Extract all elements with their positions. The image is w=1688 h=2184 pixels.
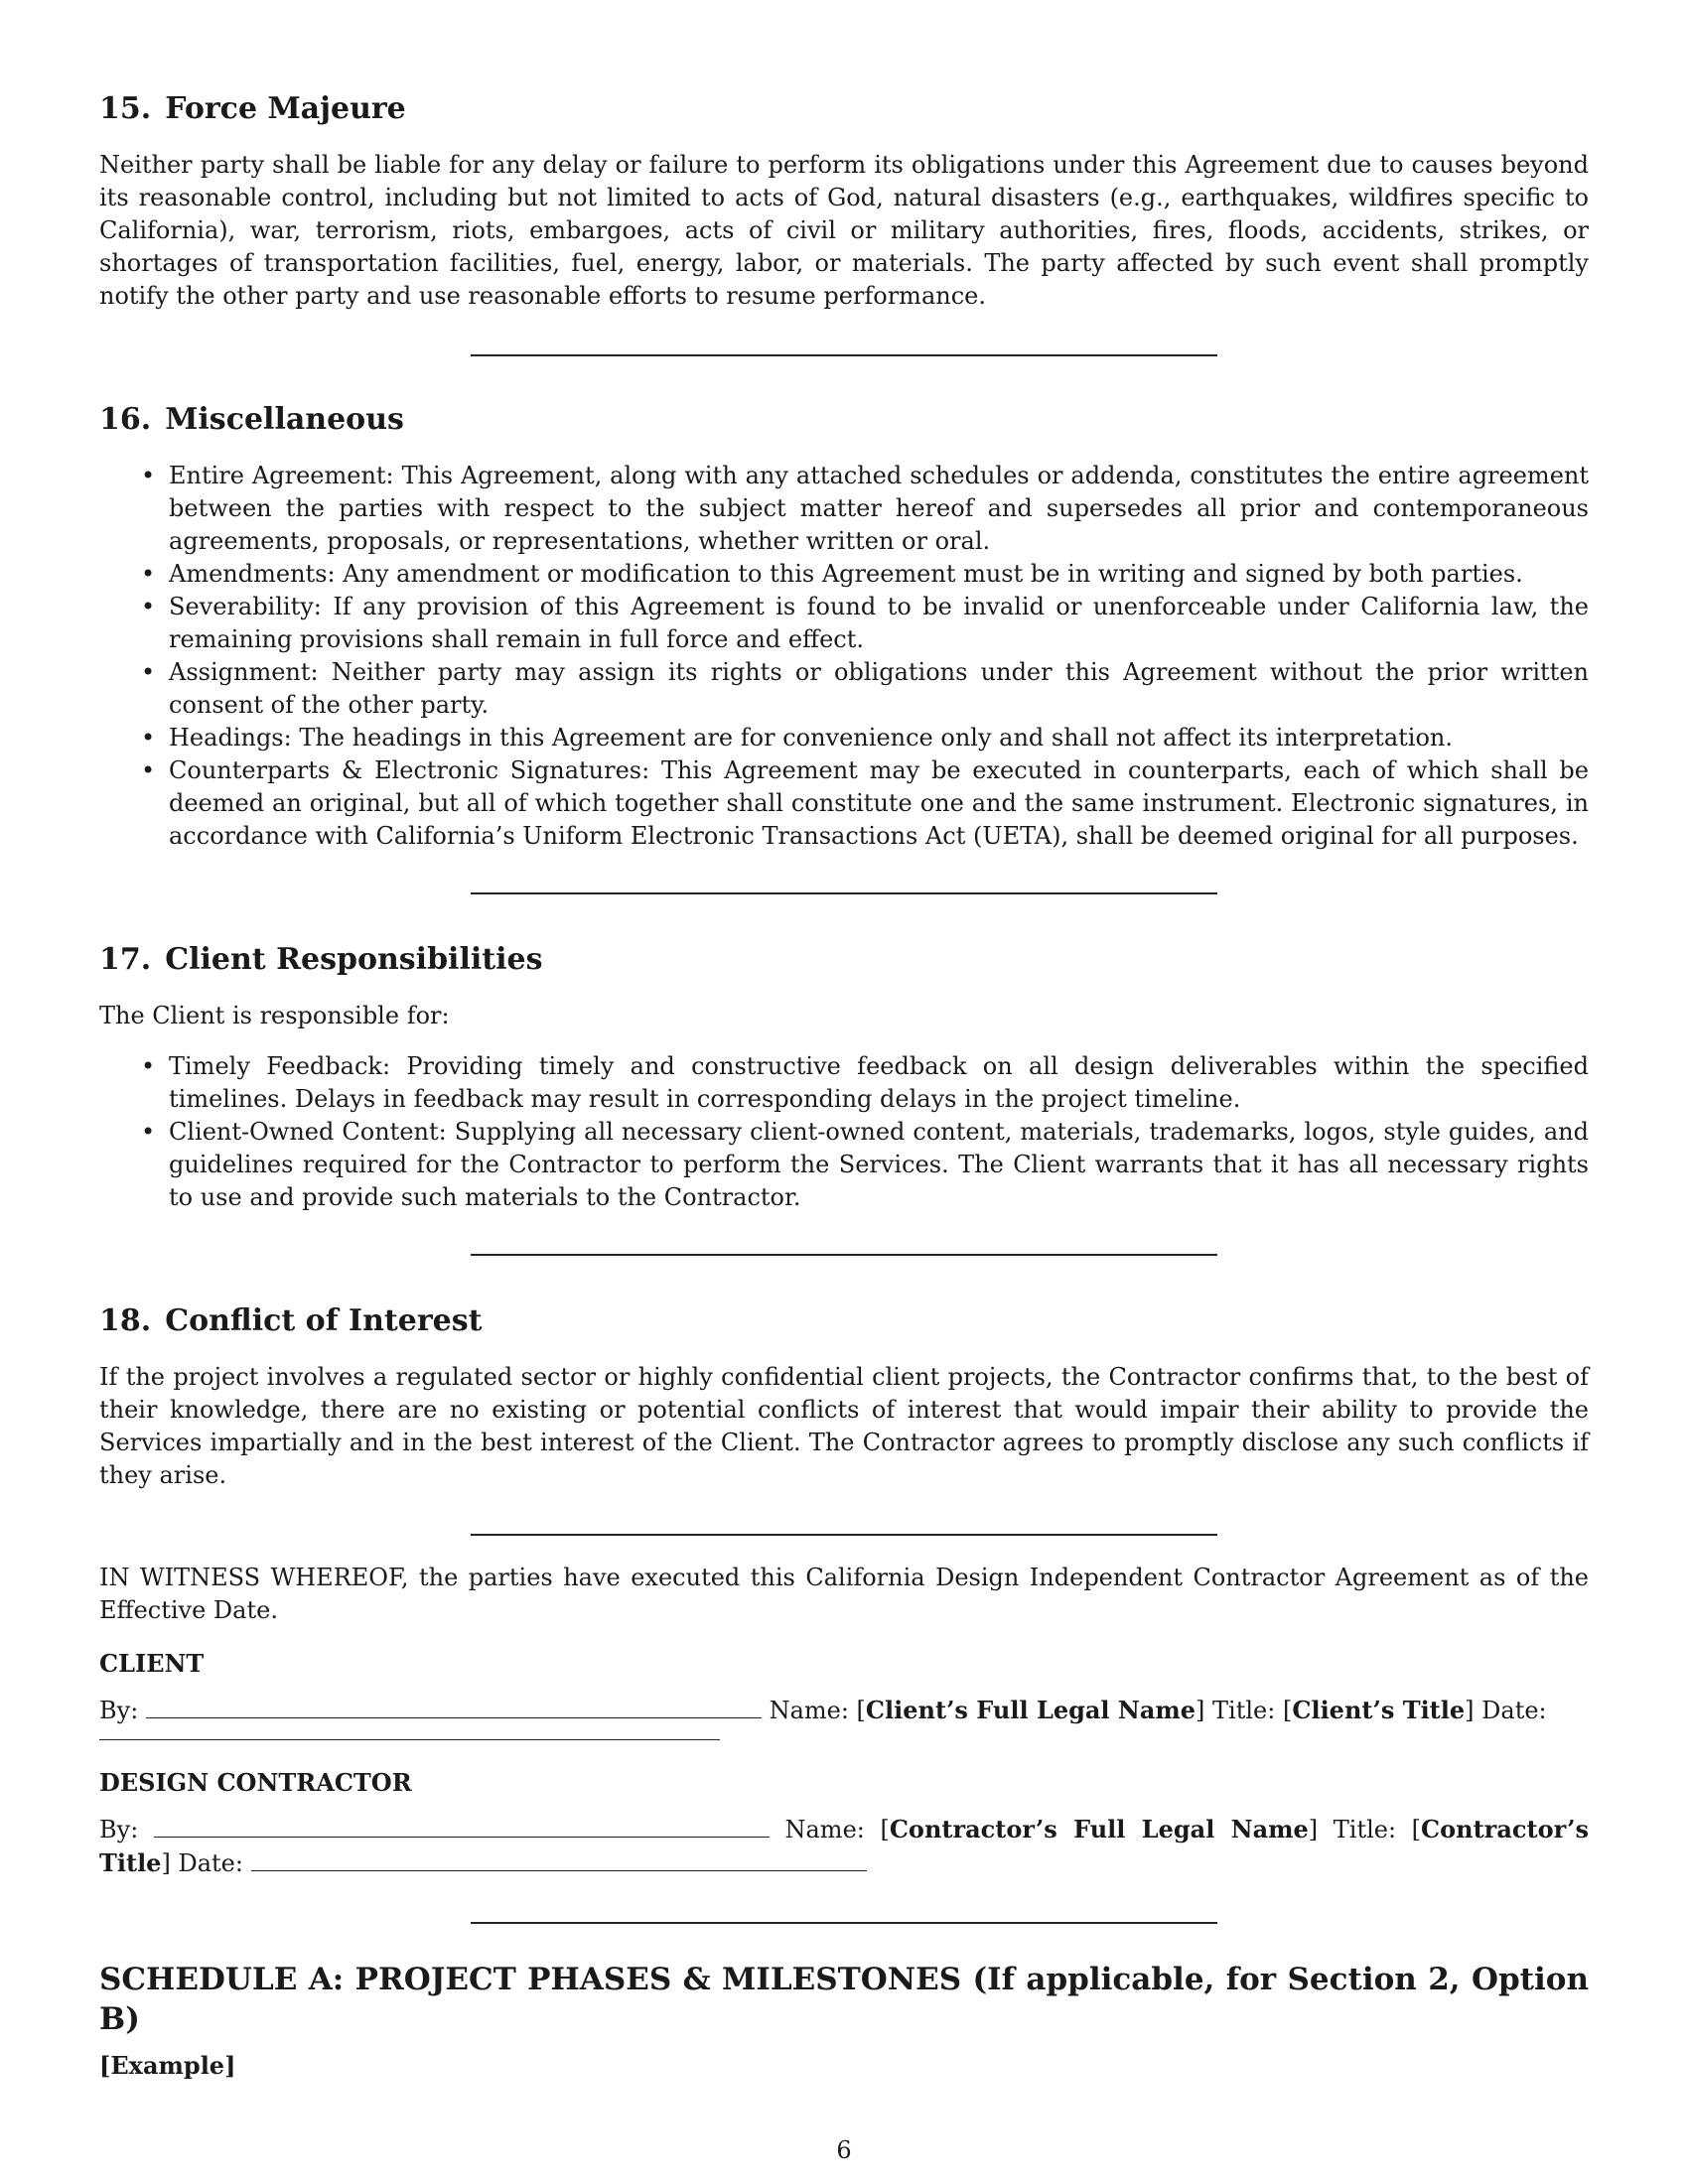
contractor-signature-blank[interactable] xyxy=(154,1815,770,1838)
client-name-placeholder: Client’s Full Legal Name xyxy=(865,1696,1196,1724)
list-item: • Entire Agreement: This Agreement, along with any attached schedules or addenda, constitutes the entire agreement between the parties with respect to the subject matter hereof and supersedes all prior and contemporaneous agreements, proposals, or representations, whether written or oral. xyxy=(169,460,1589,558)
list-item: • Amendments: Any amendment or modification to this Agreement must be in writing and signed by both parties. xyxy=(169,558,1589,591)
misc-list xyxy=(99,460,1589,853)
section-force-majeure xyxy=(99,91,1589,313)
section-client-responsibilities xyxy=(99,942,1589,1214)
section-body: Neither party shall be liable for any delay or failure to perform its obligations under this Agreement due to causes beyond its reasonable control, including but not limited to acts of God, natural disasters (e.g., earthquakes, wildfires specific to California), war, terrorism, riots, embargoes, acts of civil or military authorities, fires, floods, accidents, strikes, or shortages of transportation facilities, fuel, energy, labor, or materials. The party affected by such event shall promptly notify the other party and use reasonable efforts to resume performance. xyxy=(99,151,1589,310)
contractor-date-blank[interactable] xyxy=(251,1848,867,1871)
witness-clause: IN WITNESS WHEREOF, the parties have executed this California Design Independent Contractor Agreement as of the Effective Date. xyxy=(99,1564,1589,1624)
page-number: 6 xyxy=(836,2136,852,2164)
section-divider xyxy=(471,1922,1217,1924)
section-conflict-of-interest xyxy=(99,1303,1589,1492)
responsibilities-list xyxy=(99,1050,1589,1214)
page-content xyxy=(99,91,1589,2080)
contractor-name-placeholder: Contractor’s Full Legal Name xyxy=(889,1815,1309,1843)
section-heading: 16. Miscellaneous xyxy=(99,402,404,437)
list-item: • Timely Feedback: Providing timely and constructive feedback on all design deliverables within the specified timelines. Delays in feedback may result in corresponding delays in the project timeline. xyxy=(169,1050,1589,1116)
list-item: • Assignment: Neither party may assign its rights or obligations under this Agreement without the prior written consent of the other party. xyxy=(169,656,1589,722)
schedule-title: SCHEDULE A: PROJECT PHASES & MILESTONES (If applicable, for Section 2, Option B) xyxy=(99,1962,1589,2037)
section-intro: The Client is responsible for: xyxy=(99,1002,450,1029)
section-divider xyxy=(471,354,1217,356)
list-item: • Counterparts & Electronic Signatures: This Agreement may be executed in counterparts, each of which shall be deemed an original, but all of which together shall constitute one and the same instrument. Electronic signatures, in accordance with California’s Uniform Electronic Transactions Act (UETA), shall be deemed original for all purposes. xyxy=(169,754,1589,853)
list-item: • Severability: If any provision of this Agreement is found to be invalid or unenforceable under California law, the remaining provisions shall remain in full force and effect. xyxy=(169,591,1589,656)
client-date-blank[interactable] xyxy=(99,1739,720,1740)
section-heading: 15. Force Majeure xyxy=(99,91,406,126)
client-signature-blank[interactable] xyxy=(146,1696,762,1718)
section-divider xyxy=(471,1534,1217,1536)
client-signature-line: By: Name: [Client’s Full Legal Name] Title: [Client’s Title] Date: xyxy=(99,1696,1547,1724)
contractor-signature-line: By: Name: [Contractor’s Full Legal Name] Title: [Contractor’s Title] Date: xyxy=(99,1815,1589,1877)
section-divider xyxy=(471,1254,1217,1256)
client-signature-heading: CLIENT xyxy=(99,1649,205,1678)
list-item: • Headings: The headings in this Agreement are for convenience only and shall not affect its interpretation. xyxy=(169,722,1589,754)
section-heading: 18. Conflict of Interest xyxy=(99,1303,483,1338)
section-heading: 17. Client Responsibilities xyxy=(99,942,543,977)
list-item: • Client-Owned Content: Supplying all necessary client-owned content, materials, trademarks, logos, style guides, and guidelines required for the Contractor to perform the Services. The Client warrants that it has all necessary rights to use and provide such materials to the Contractor. xyxy=(169,1116,1589,1214)
section-miscellaneous xyxy=(99,402,1589,853)
contractor-signature-heading: DESIGN CONTRACTOR xyxy=(99,1768,412,1797)
section-body: If the project involves a regulated sector or highly confidential client projects, the Contractor confirms that, to the best of their knowledge, there are no existing or potential conflicts of interest that would impair their ability to provide the Services impartially and in the best interest of the Client. The Contractor agrees to promptly disclose any such conflicts if they arise. xyxy=(99,1363,1589,1489)
contractor-title-placeholder: Contractor’s Title xyxy=(99,1815,1589,1877)
client-title-placeholder: Client’s Title xyxy=(1292,1696,1466,1724)
section-divider xyxy=(471,892,1217,894)
schedule-example-label: [Example] xyxy=(99,2051,236,2080)
